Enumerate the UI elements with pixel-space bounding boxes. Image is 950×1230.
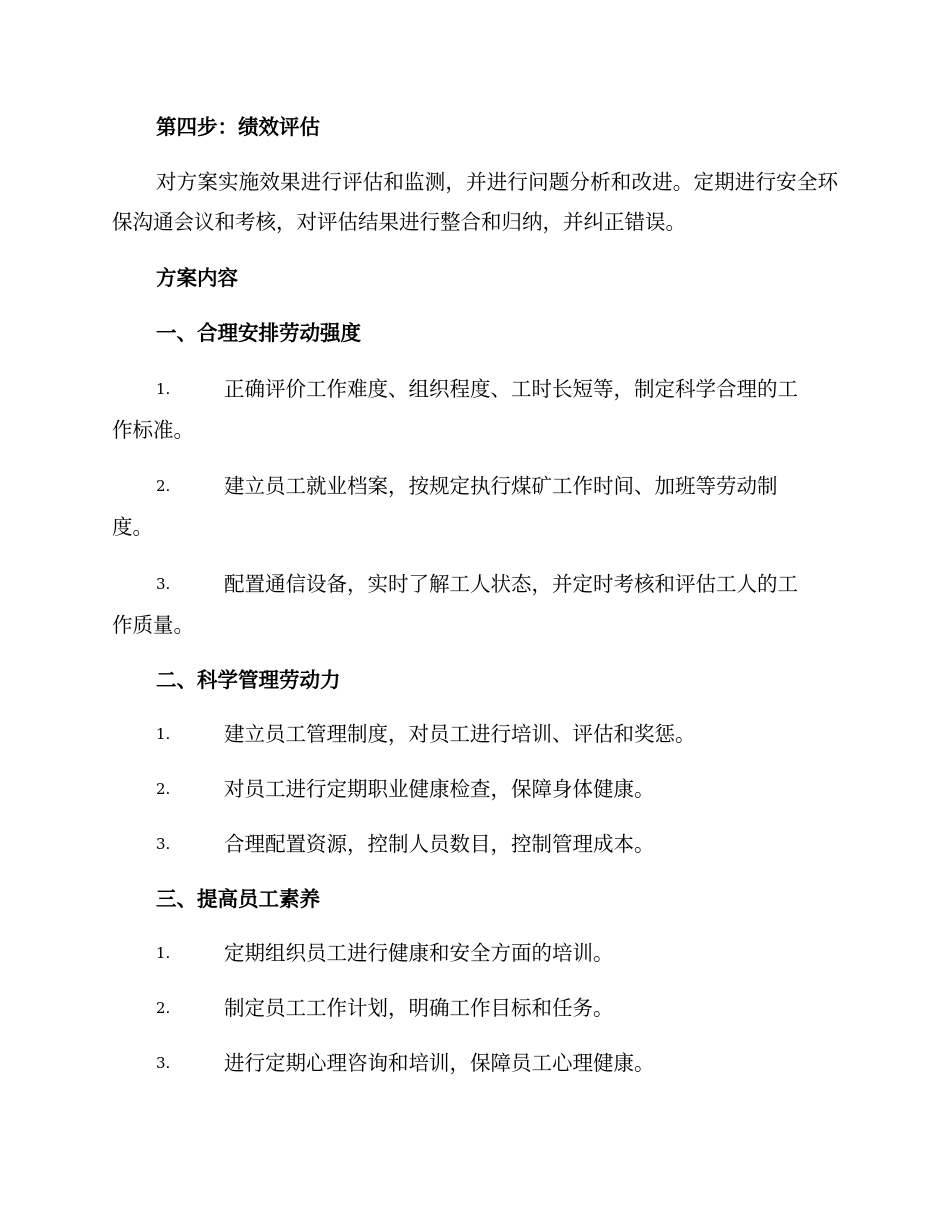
list-text: 进行定期心理咨询和培训，保障员工心理健康。: [224, 1051, 655, 1075]
list-number: 3.: [156, 835, 171, 853]
step4-heading: 第四步：绩效评估: [156, 115, 320, 139]
list-item: [112, 714, 838, 754]
list-item-continuation: 度。: [112, 515, 153, 539]
list-item: [112, 933, 838, 973]
list-number: 3.: [156, 575, 171, 593]
list-number: 3.: [156, 1054, 171, 1072]
list-item-continuation: 作标准。: [112, 418, 194, 442]
list-text: 制定员工工作计划，明确工作目标和任务。: [224, 996, 614, 1020]
step4-paragraph: 对方案实施效果进行评估和监测，并进行问题分析和改进。定期进行安全环保沟通会议和考核，对评估结果进行整合和归纳，并纠正错误。: [112, 170, 838, 234]
content-heading: 方案内容: [156, 266, 238, 290]
list-item: [112, 466, 838, 506]
list-text: 合理配置资源，控制人员数目，控制管理成本。: [224, 832, 655, 856]
list-text: 对员工进行定期职业健康检查，保障身体健康。: [224, 777, 655, 801]
list-item-continuation: 作质量。: [112, 613, 194, 637]
list-text: 正确评价工作难度、组织程度、工时长短等，制定科学合理的工: [224, 377, 798, 401]
list-number: 2.: [156, 999, 171, 1017]
list-item: [112, 988, 838, 1028]
list-number: 1.: [156, 944, 171, 962]
list-text: 配置通信设备，实时了解工人状态，并定时考核和评估工人的工: [224, 572, 798, 596]
list-item: [112, 769, 838, 809]
section-heading: 一、合理安排劳动强度: [156, 321, 361, 345]
section-heading: 二、科学管理劳动力: [156, 668, 341, 692]
list-item: [112, 369, 838, 409]
list-item: [112, 824, 838, 864]
list-item: [112, 1043, 838, 1083]
list-number: 2.: [156, 477, 171, 495]
section-heading: 三、提高员工素养: [156, 887, 320, 911]
list-number: 1.: [156, 725, 171, 743]
list-number: 2.: [156, 780, 171, 798]
list-text: 定期组织员工进行健康和安全方面的培训。: [224, 941, 614, 965]
list-text: 建立员工管理制度，对员工进行培训、评估和奖惩。: [224, 722, 696, 746]
list-number: 1.: [156, 380, 171, 398]
list-item: [112, 564, 838, 604]
list-text: 建立员工就业档案，按规定执行煤矿工作时间、加班等劳动制: [224, 474, 778, 498]
